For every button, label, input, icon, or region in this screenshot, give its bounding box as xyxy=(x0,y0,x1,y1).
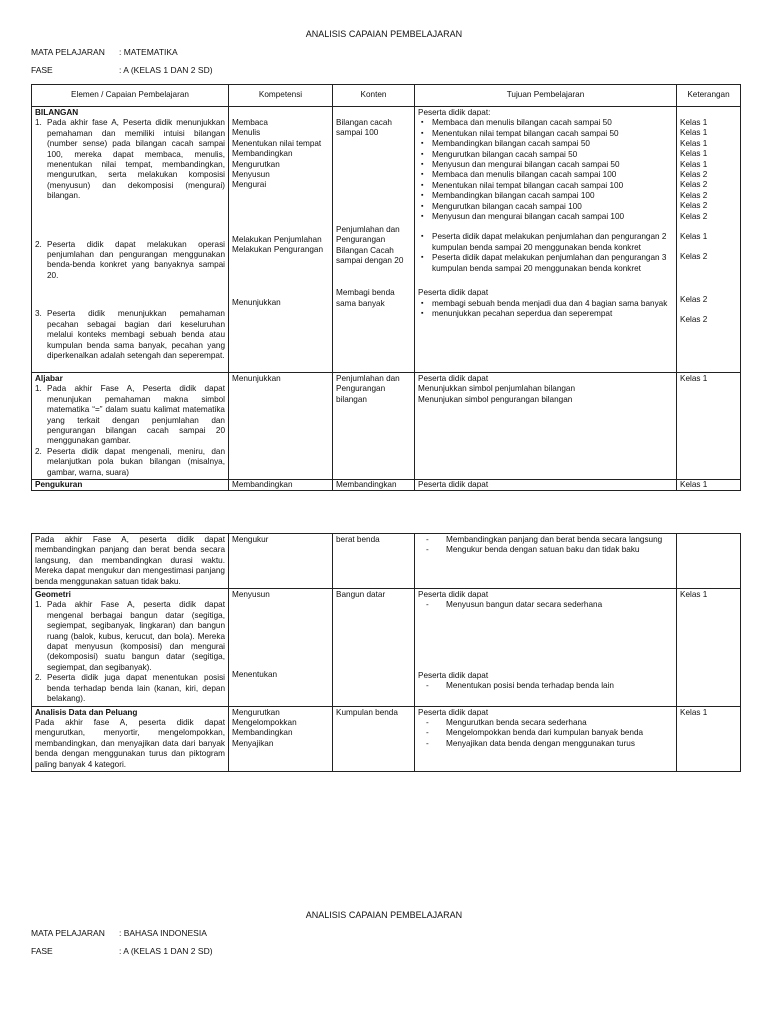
header-tujuan: Tujuan Pembelajaran xyxy=(415,85,677,107)
doc-title-1: ANALISIS CAPAIAN PEMBELAJARAN xyxy=(305,29,463,39)
list-item: ▪ menunjukkan pecahan seperdua dan seperempat xyxy=(418,309,673,319)
list-item: 1. Pada akhir fase A, Peserta didik menunjukkan pemahaman dan memiliki intuisi bilangan (number sense) pada bilangan cacah sampai 100, mereka dapat membaca, menulis, menentukan nilai tempat, membandingkan, mengurutkan, serta melakukan komposisi (menyusun) dan dekomposisi (mengurai) bilangan. xyxy=(35,118,225,201)
konten-bilangan: Bilangan cacah sampai 100 Penjumlahan dan Pengurangan Bilangan Cacah sampai dengan 20 Membagi benda sama banyak xyxy=(333,107,415,373)
keterangan-data: Kelas 1 xyxy=(677,706,741,771)
header-keterangan: Keterangan xyxy=(677,85,741,107)
section-heading: Geometri xyxy=(35,590,71,600)
list-item: - Mengukur benda dengan satuan baku dan tidak baku xyxy=(418,545,673,555)
phase-row-2 xyxy=(31,946,213,956)
table-row-data xyxy=(32,706,741,771)
header-elemen: Elemen / Capaian Pembelajaran xyxy=(32,85,229,107)
keterangan-pengukuran: Kelas 1 xyxy=(677,480,741,491)
tujuan-data: Peserta didik dapat - Mengurutkan benda secara sederhana - Mengelompokkan benda dari kumpulan banyak benda - Menyajikan data benda dengan menggunakan turus xyxy=(415,706,677,771)
phase-label: FASE xyxy=(31,65,53,75)
list-item: Menunjukkan simbol penjumlahan bilangan xyxy=(418,384,576,394)
elemen-bilangan xyxy=(32,107,229,373)
phase-label: FASE xyxy=(31,946,53,956)
list-item: ▪ membagi sebuah benda menjadi dua dan 4 bagian sama banyak xyxy=(418,299,673,309)
list-item: ▪ Mengurutkan bilangan cacah sampai 100 xyxy=(418,202,673,212)
keterangan-pengukuran-cont xyxy=(677,534,741,589)
list-item: Menunjukan simbol pengurangan bilangan xyxy=(418,394,573,404)
konten-data: Kumpulan benda xyxy=(333,706,415,771)
section-heading: Aljabar xyxy=(35,374,63,383)
list-item: - Membandingkan panjang dan berat benda secara langsung xyxy=(418,535,673,545)
list-item: - Menentukan posisi benda terhadap benda lain xyxy=(418,681,673,691)
header-konten: Konten xyxy=(333,85,415,107)
keterangan-aljabar: Kelas 1 xyxy=(677,373,741,480)
subject-value: : MATEMATIKA xyxy=(119,47,178,57)
section-heading: Analisis Data dan Peluang xyxy=(35,707,138,717)
list-item: 1. Pada akhir Fase A, Peserta didik dapat menunjukan pemahaman makna simbol matematika “=” dalam suatu kalimat matematika yang terkait dengan penjumlahan dan pengurangan bilangan cacah sampai 20 menggunakan gambar. xyxy=(35,384,225,446)
list-item: 2. Peserta didik dapat mengenali, meniru, dan melanjutkan pola bukan bilangan (misalnya, gambar, warna, suara) xyxy=(35,446,225,477)
phase-row-1 xyxy=(31,65,213,75)
list-item: 2. Peserta didik dapat melakukan operasi penjumlahan dan pengurangan menggunakan benda-benda konkret yang banyaknya sampai 20. xyxy=(35,239,225,280)
subject-label: MATA PELAJARAN xyxy=(31,928,105,938)
phase-value: : A (KELAS 1 DAN 2 SD) xyxy=(119,65,213,75)
table-row-aljabar xyxy=(32,373,741,480)
table-row-pengukuran xyxy=(32,480,741,491)
subject-row-2 xyxy=(31,928,207,938)
elemen-geometri xyxy=(32,589,229,706)
list-item: - Mengelompokkan benda dari kumpulan banyak benda xyxy=(418,728,673,738)
list-item: ▪ Peserta didik dapat melakukan penjumlahan dan pengurangan 3 kumpulan benda sampai 20 menggunakan benda konkret xyxy=(418,253,673,274)
list-item: ▪ Membaca dan menulis bilangan cacah sampai 50 xyxy=(418,118,673,128)
konten-pengukuran-cont: berat benda xyxy=(333,534,415,589)
list-item: ▪ Menentukan nilai tempat bilangan cacah sampai 50 xyxy=(418,129,673,139)
subject-value: : BAHASA INDONESIA xyxy=(119,928,207,938)
elemen-data: Analisis Data dan Peluang Pada akhir fase A, peserta didik dapat mengurutkan, menyortir, mengelompokkan, membandingkan, dan menyajikan data dari banyak benda dengan menggunakan turus dan piktogram paling banyak 4 kategori. xyxy=(32,706,229,771)
cp-table-1 xyxy=(31,84,741,491)
keterangan-geometri: Kelas 1 xyxy=(677,589,741,706)
list-item: ▪ Menentukan nilai tempat bilangan cacah sampai 100 xyxy=(418,181,673,191)
kompetensi-data: Mengurutkan Mengelompokkan Membandingkan Menyajikan xyxy=(229,706,333,771)
kompetensi-pengukuran: Membandingkan xyxy=(229,480,333,491)
phase-value: : A (KELAS 1 DAN 2 SD) xyxy=(119,946,213,956)
subject-label: MATA PELAJARAN xyxy=(31,47,105,57)
tujuan-pengukuran: Peserta didik dapat xyxy=(415,480,677,491)
list-item: ▪ Membaca dan menulis bilangan cacah sampai 100 xyxy=(418,170,673,180)
list-item: 1. Pada akhir Fase A, peserta didik dapat mengenal berbagai bangun datar (segitiga, segiempat, segibanyak, lingkaran) dan bangun ruang (balok, kubus, kerucut, dan bola). Mereka dapat menyusun (komposisi) dan mengurai (dekomposisi) suatu bangun datar (segitiga, segiempat, dan segibanyak). xyxy=(35,600,225,672)
list-item: - Menyajikan data benda dengan menggunakan turus xyxy=(418,739,673,749)
konten-pengukuran: Membandingkan xyxy=(333,480,415,491)
list-item: ▪ Membandingkan bilangan cacah sampai 50 xyxy=(418,139,673,149)
kompetensi-bilangan: Membaca Menulis Menentukan nilai tempat Membandingkan Mengurutkan Menyusun Mengurai Melakukan Penjumlahan Melakukan Pengurangan Menunjukkan xyxy=(229,107,333,373)
list-item: ▪ Membandingkan bilangan cacah sampai 100 xyxy=(418,191,673,201)
list-item: - Mengurutkan benda secara sederhana xyxy=(418,718,673,728)
list-item: 3. Peserta didik menunjukkan pemahaman pecahan sebagai bagian dari keseluruhan melalui konteks membagi sebuah benda atau kumpulan benda sama banyak, pecahan yang diperkenalkan adalah setengah dan seperempat. xyxy=(35,309,225,360)
header-kompetensi: Kompetensi xyxy=(229,85,333,107)
cp-table-1-continued xyxy=(31,533,741,772)
konten-geometri: Bangun datar xyxy=(333,589,415,706)
table-row-bilangan xyxy=(32,107,741,373)
list-item: 2. Peserta didik juga dapat menentukan posisi benda terhadap benda lain (kanan, kiri, depan belakang). xyxy=(35,673,225,704)
doc-title-2: ANALISIS CAPAIAN PEMBELAJARAN xyxy=(305,910,463,920)
tujuan-pengukuran-cont xyxy=(415,534,677,589)
subject-row-1 xyxy=(31,47,178,57)
section-heading: BILANGAN xyxy=(35,108,79,117)
table-row-pengukuran-cont xyxy=(32,534,741,589)
list-item: ▪ Peserta didik dapat melakukan penjumlahan dan pengurangan 2 kumpulan benda sampai 20 menggunakan benda konkret xyxy=(418,232,673,253)
kompetensi-pengukuran-cont: Mengukur xyxy=(229,534,333,589)
list-item: - Menyusun bangun datar secara sederhana xyxy=(418,600,673,610)
keterangan-bilangan: Kelas 1 Kelas 1 Kelas 1 Kelas 1 Kelas 1 Kelas 2 Kelas 2 Kelas 2 Kelas 2 Kelas 2 Kelas 1 Kelas 2 Kelas 2 Kelas 2 xyxy=(677,107,741,373)
elemen-pengukuran-cont: Pada akhir Fase A, peserta didik dapat membandingkan panjang dan berat benda secara langsung, dan membandingkan durasi waktu. Mereka dapat mengukur dan mengestimasi panjang benda menggunakan satuan tidak baku. xyxy=(32,534,229,589)
kompetensi-aljabar: Menunjukkan xyxy=(229,373,333,480)
list-item: ▪ Menyusun dan mengurai bilangan cacah sampai 100 xyxy=(418,212,673,222)
tujuan-aljabar: Peserta didik dapat Menunjukkan simbol penjumlahan bilangan Menunjukan simbol pengurangan bilangan xyxy=(415,373,677,480)
tujuan-geometri: Peserta didik dapat - Menyusun bangun datar secara sederhana Peserta didik dapat - Menentukan posisi benda terhadap benda lain xyxy=(415,589,677,706)
table-row-geometri xyxy=(32,589,741,706)
konten-aljabar: Penjumlahan dan Pengurangan bilangan xyxy=(333,373,415,480)
table-header-row xyxy=(32,85,741,107)
kompetensi-geometri: Menyusun Menentukan xyxy=(229,589,333,706)
list-item: ▪ Menyusun dan mengurai bilangan cacah sampai 50 xyxy=(418,160,673,170)
tujuan-bilangan: Peserta didik dapat: ▪ Membaca dan menulis bilangan cacah sampai 50 ▪ Menentukan nilai tempat bilangan cacah sampai 50 ▪ Membandingkan bilangan cacah sampai 50 ▪ Mengurutkan bilangan cacah sampai 50 ▪ Menyusun dan mengurai bilangan cacah sampai 50 ▪ Membaca dan menulis bilangan cacah sampai 100 ▪ Menentukan nilai tempat bilangan cacah sampai 100 ▪ Membandingkan bilangan cacah sampai 100 ▪ Mengurutkan bilangan cacah sampai 100 ▪ Menyusun dan mengurai bilangan cacah sampai 100 ▪ Peserta didik dapat melakukan penjumlahan dan pengurangan 2 kumpulan benda sampai 20 menggunakan benda konkret ▪ Peserta didik dapat melakukan penjumlahan dan pengurangan 3 kumpulan benda sampai 20 menggunakan benda konkret Peserta didik dapat ▪ membagi sebuah benda menjadi dua dan 4 bagian sama banyak ▪ menunjukkan pecahan seperdua dan seperempat xyxy=(415,107,677,373)
elemen-aljabar xyxy=(32,373,229,480)
list-item: ▪ Mengurutkan bilangan cacah sampai 50 xyxy=(418,150,673,160)
elemen-pengukuran: Pengukuran xyxy=(32,480,229,491)
